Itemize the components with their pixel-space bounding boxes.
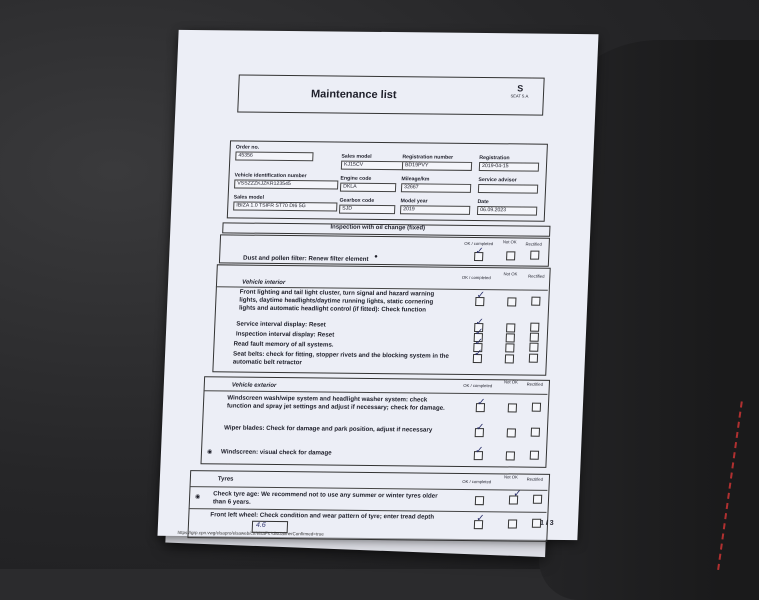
vehicle-interior-title: Vehicle interior xyxy=(241,279,286,287)
seat-logo-text: SEAT S.A. xyxy=(510,93,530,99)
col-not-ok-header: Not OK xyxy=(503,379,518,385)
front-left-wheel-row: Front left wheel: Check condition and wear pattern of tyre; enter tread depth xyxy=(210,511,435,521)
dust-filter-row: Dust and pollen filter: Renew filter element xyxy=(242,254,369,263)
checkbox-rectified[interactable] xyxy=(530,323,539,332)
vin-field: Vehicle identification number VSSZZZKJZKR123545 xyxy=(234,172,339,189)
order-no-field: Order no. 45356 xyxy=(235,144,314,161)
col-rectified-header: Rectified xyxy=(528,273,545,279)
col-not-ok-header: Not OK xyxy=(502,239,517,245)
sales-model-field: Sales model IBIZA 1.0 TSIFR ST70 DI6 5G xyxy=(233,194,338,211)
bullet-icon: ◉ xyxy=(194,494,201,501)
gearbox-code-field: Gearbox code SJD xyxy=(339,198,396,215)
wiper-blades-row: Wiper blades: Check for damage and park position, adjust if necessary xyxy=(223,424,433,434)
page-number: 1 / 3 xyxy=(539,519,554,527)
checkbox-rectified[interactable] xyxy=(531,428,540,437)
oil-change-title: Inspection with oil change (fixed) xyxy=(330,224,426,232)
checkbox-rectified[interactable] xyxy=(529,354,538,363)
checkbox-rectified[interactable] xyxy=(530,251,539,260)
checkmark-icon: ✓ xyxy=(474,337,484,349)
checkbox-rectified[interactable] xyxy=(531,297,540,306)
lighting-check-row: Front lighting and tail light cluster, turn signal and hazard warning lights, daytime headlights/daytime running lights, static cornering lights and automatic headlight control (if fitted): Check function xyxy=(238,288,435,314)
vehicle-exterior-title: Vehicle exterior xyxy=(231,382,277,389)
sales-model-code-field: Sales model KJ15CV xyxy=(341,154,414,171)
bullet-icon: ● xyxy=(374,253,378,260)
bullet-icon: ◉ xyxy=(206,449,213,456)
registration-number-field: Registration number BD19PVY xyxy=(402,154,473,171)
checkmark-icon: ✓ xyxy=(475,422,485,434)
seat-logo-mark: S xyxy=(517,83,524,94)
windscreen-check-row: Windscreen: visual check for damage xyxy=(220,448,332,457)
checkbox-not-ok[interactable] xyxy=(506,333,515,342)
checkmark-icon: ✓ xyxy=(475,317,485,329)
checkmark-icon: ✓ xyxy=(474,327,484,339)
registration-date-field: Registration 2019-04-15 xyxy=(479,155,540,172)
col-rectified-header: Rectified xyxy=(526,381,544,387)
seat-belts-row: Seat belts: check for fitting, stopper rivets and the blocking system in the automatic belt retractor xyxy=(232,350,450,367)
checkbox-not-ok[interactable] xyxy=(505,354,514,363)
inspection-interval-row: Inspection interval display: Reset xyxy=(235,330,335,339)
service-advisor-field: Service advisor xyxy=(478,177,539,194)
checkbox-not-ok[interactable] xyxy=(507,297,516,306)
checkbox-rectified[interactable] xyxy=(530,333,539,342)
tread-depth-value[interactable]: 4.6 xyxy=(252,521,288,533)
checkbox-not-ok[interactable] xyxy=(508,519,517,528)
checkbox-rectified[interactable] xyxy=(529,343,538,352)
col-ok-header: OK / completed xyxy=(464,240,494,247)
checkbox-not-ok[interactable] xyxy=(506,451,515,460)
checkmark-icon: ✓ xyxy=(473,348,483,360)
windscreen-wash-row: Windscreen wash/wipe system and headlight washer system: check function and spray jet settings and adjust if necessary; check for damage. xyxy=(226,394,445,412)
checkbox-rectified[interactable] xyxy=(530,451,539,460)
tyre-age-row: Check tyre age: We recommend not to use any summer or winter tyres older than 6 years. xyxy=(212,490,438,506)
mileage-field: Mileage/km 32667 xyxy=(401,176,472,193)
checkbox-not-ok[interactable] xyxy=(506,251,515,260)
date-field: Date 06.09.2023 xyxy=(477,199,538,216)
checkmark-icon: ✓ xyxy=(474,445,484,457)
maintenance-list-sheet xyxy=(157,30,598,540)
col-rectified-header: Rectified xyxy=(525,241,542,247)
col-ok-header: OK / completed xyxy=(463,382,493,389)
col-rectified-header: Rectified xyxy=(526,476,544,482)
checkmark-icon: ✓ xyxy=(476,397,486,409)
checkmark-icon: ✓ xyxy=(475,513,485,525)
footer-url: https://grp.cpn.vwg/elsapro/elsaweb/ctr/elsaFs?disclaimerConfirmed=true xyxy=(177,529,324,537)
checkbox-not-ok[interactable] xyxy=(505,343,514,352)
service-interval-row: Service interval display: Reset xyxy=(236,320,326,329)
fault-memory-row: Read fault memory of all systems. xyxy=(233,340,334,349)
checkbox-not-ok[interactable] xyxy=(506,323,515,332)
checkmark-icon: ✓ xyxy=(476,290,486,302)
tyres-title: Tyres xyxy=(217,476,234,483)
checkbox-not-ok[interactable] xyxy=(508,403,517,412)
engine-code-field: Engine code DKLA xyxy=(340,176,397,193)
document-title: Maintenance list xyxy=(310,88,397,102)
col-not-ok-header: Not OK xyxy=(503,271,518,277)
seat-logo xyxy=(507,83,534,98)
checkbox-not-ok[interactable] xyxy=(507,428,516,437)
checkmark-icon: ✓ xyxy=(513,488,522,500)
model-year-field: Model year 2019 xyxy=(400,198,471,215)
checkmark-icon: ✓ xyxy=(475,246,485,258)
checkbox-rectified[interactable] xyxy=(532,403,541,412)
col-ok-header: OK / completed xyxy=(461,274,491,281)
col-not-ok-header: Not OK xyxy=(503,474,518,480)
checkbox-rectified[interactable] xyxy=(533,495,542,504)
col-ok-header: OK / completed xyxy=(462,478,492,485)
checkbox-ok[interactable] xyxy=(475,496,484,505)
